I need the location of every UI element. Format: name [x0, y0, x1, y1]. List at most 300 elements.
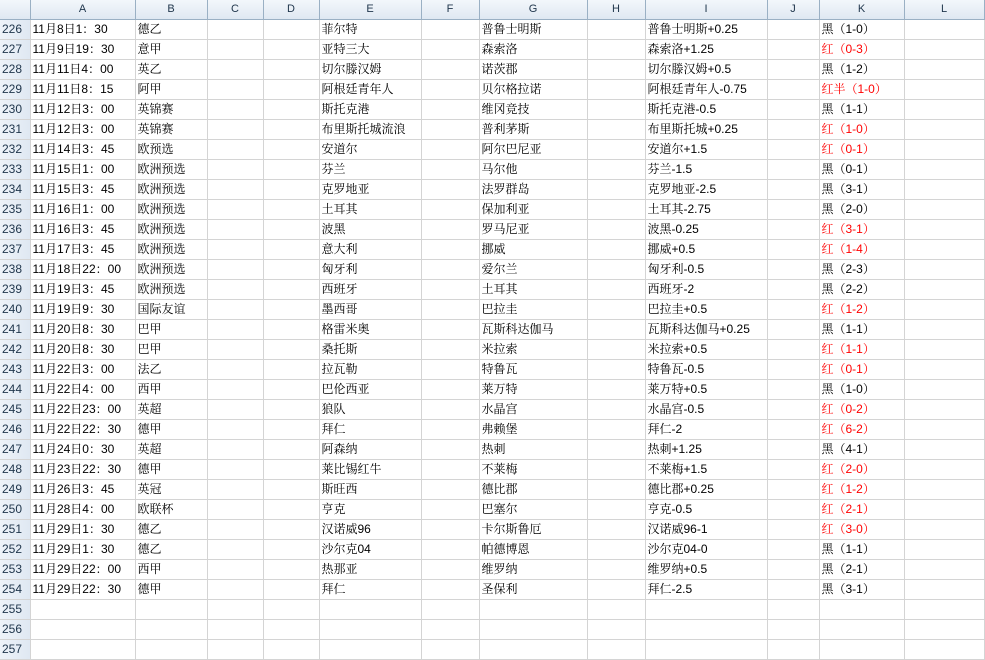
- cell-k256[interactable]: [819, 619, 904, 639]
- table-row[interactable]: [0, 499, 984, 519]
- cell-k247[interactable]: 黑（4-1）: [819, 439, 904, 459]
- cell-a243[interactable]: 11月22日3：00: [30, 359, 135, 379]
- cell-g257[interactable]: [479, 639, 587, 659]
- cell-b229[interactable]: 阿甲: [135, 79, 207, 99]
- cell-l238[interactable]: [904, 259, 984, 279]
- cell-g254[interactable]: 圣保利: [479, 579, 587, 599]
- cell-i234[interactable]: 克罗地亚-2.5: [645, 179, 767, 199]
- cell-j232[interactable]: [767, 139, 819, 159]
- cell-c245[interactable]: [207, 399, 263, 419]
- cell-j251[interactable]: [767, 519, 819, 539]
- column-header-d[interactable]: D: [263, 0, 319, 19]
- cell-l254[interactable]: [904, 579, 984, 599]
- cell-d248[interactable]: [263, 459, 319, 479]
- cell-h249[interactable]: [587, 479, 645, 499]
- row-header[interactable]: 238: [0, 259, 30, 279]
- cell-g234[interactable]: 法罗群岛: [479, 179, 587, 199]
- cell-a236[interactable]: 11月16日3：45: [30, 219, 135, 239]
- cell-l246[interactable]: [904, 419, 984, 439]
- cell-d250[interactable]: [263, 499, 319, 519]
- cell-j250[interactable]: [767, 499, 819, 519]
- cell-c230[interactable]: [207, 99, 263, 119]
- cell-j255[interactable]: [767, 599, 819, 619]
- cell-b237[interactable]: 欧洲预选: [135, 239, 207, 259]
- cell-l255[interactable]: [904, 599, 984, 619]
- row-header[interactable]: 245: [0, 399, 30, 419]
- cell-i229[interactable]: 阿根廷青年人-0.75: [645, 79, 767, 99]
- cell-j256[interactable]: [767, 619, 819, 639]
- cell-k234[interactable]: 黑（3-1）: [819, 179, 904, 199]
- cell-i228[interactable]: 切尔滕汉姆+0.5: [645, 59, 767, 79]
- cell-i231[interactable]: 布里斯托城+0.25: [645, 119, 767, 139]
- cell-h254[interactable]: [587, 579, 645, 599]
- cell-l231[interactable]: [904, 119, 984, 139]
- row-header[interactable]: 226: [0, 19, 30, 39]
- cell-a233[interactable]: 11月15日1：00: [30, 159, 135, 179]
- cell-i233[interactable]: 芬兰-1.5: [645, 159, 767, 179]
- column-header-e[interactable]: E: [319, 0, 421, 19]
- cell-i243[interactable]: 特鲁瓦-0.5: [645, 359, 767, 379]
- cell-c239[interactable]: [207, 279, 263, 299]
- cell-f255[interactable]: [421, 599, 479, 619]
- cell-b240[interactable]: 国际友谊: [135, 299, 207, 319]
- table-row[interactable]: [0, 239, 984, 259]
- cell-k253[interactable]: 黑（2-1）: [819, 559, 904, 579]
- cell-e236[interactable]: 波黑: [319, 219, 421, 239]
- cell-h226[interactable]: [587, 19, 645, 39]
- row-header[interactable]: 251: [0, 519, 30, 539]
- cell-l247[interactable]: [904, 439, 984, 459]
- cell-e238[interactable]: 匈牙利: [319, 259, 421, 279]
- column-header-b[interactable]: B: [135, 0, 207, 19]
- cell-d256[interactable]: [263, 619, 319, 639]
- cell-d251[interactable]: [263, 519, 319, 539]
- cell-c247[interactable]: [207, 439, 263, 459]
- cell-g244[interactable]: 莱万特: [479, 379, 587, 399]
- table-row[interactable]: [0, 419, 984, 439]
- column-header-g[interactable]: G: [479, 0, 587, 19]
- cell-k251[interactable]: 红（3-0）: [819, 519, 904, 539]
- cell-a250[interactable]: 11月28日4：00: [30, 499, 135, 519]
- cell-b241[interactable]: 巴甲: [135, 319, 207, 339]
- cell-i245[interactable]: 水晶宫-0.5: [645, 399, 767, 419]
- cell-l233[interactable]: [904, 159, 984, 179]
- table-row[interactable]: [0, 519, 984, 539]
- cell-l236[interactable]: [904, 219, 984, 239]
- cell-f229[interactable]: [421, 79, 479, 99]
- cell-l256[interactable]: [904, 619, 984, 639]
- cell-g231[interactable]: 普利茅斯: [479, 119, 587, 139]
- cell-g248[interactable]: 不莱梅: [479, 459, 587, 479]
- row-header[interactable]: 256: [0, 619, 30, 639]
- cell-j247[interactable]: [767, 439, 819, 459]
- table-row[interactable]: [0, 99, 984, 119]
- cell-j254[interactable]: [767, 579, 819, 599]
- cell-l226[interactable]: [904, 19, 984, 39]
- cell-a240[interactable]: 11月19日9：30: [30, 299, 135, 319]
- cell-e248[interactable]: 莱比锡红牛: [319, 459, 421, 479]
- cell-l252[interactable]: [904, 539, 984, 559]
- table-row[interactable]: [0, 299, 984, 319]
- table-row[interactable]: [0, 279, 984, 299]
- cell-k229[interactable]: 红半（1-0）: [819, 79, 904, 99]
- cell-a241[interactable]: 11月20日8：30: [30, 319, 135, 339]
- row-header[interactable]: 247: [0, 439, 30, 459]
- cell-h239[interactable]: [587, 279, 645, 299]
- cell-c252[interactable]: [207, 539, 263, 559]
- table-row[interactable]: [0, 359, 984, 379]
- cell-e237[interactable]: 意大利: [319, 239, 421, 259]
- cell-e240[interactable]: 墨西哥: [319, 299, 421, 319]
- cell-b244[interactable]: 西甲: [135, 379, 207, 399]
- table-row[interactable]: [0, 319, 984, 339]
- cell-h243[interactable]: [587, 359, 645, 379]
- cell-k231[interactable]: 红（1-0）: [819, 119, 904, 139]
- cell-e229[interactable]: 阿根廷青年人: [319, 79, 421, 99]
- row-header[interactable]: 240: [0, 299, 30, 319]
- cell-i232[interactable]: 安道尔+1.5: [645, 139, 767, 159]
- cell-b234[interactable]: 欧洲预选: [135, 179, 207, 199]
- cell-d246[interactable]: [263, 419, 319, 439]
- cell-i244[interactable]: 莱万特+0.5: [645, 379, 767, 399]
- cell-a254[interactable]: 11月29日22：30: [30, 579, 135, 599]
- cell-a246[interactable]: 11月22日22：30: [30, 419, 135, 439]
- table-row[interactable]: [0, 479, 984, 499]
- cell-f254[interactable]: [421, 579, 479, 599]
- cell-l239[interactable]: [904, 279, 984, 299]
- cell-g238[interactable]: 爱尔兰: [479, 259, 587, 279]
- cell-i250[interactable]: 亨克-0.5: [645, 499, 767, 519]
- cell-k239[interactable]: 黑（2-2）: [819, 279, 904, 299]
- cell-g246[interactable]: 弗赖堡: [479, 419, 587, 439]
- cell-e254[interactable]: 拜仁: [319, 579, 421, 599]
- cell-i242[interactable]: 米拉索+0.5: [645, 339, 767, 359]
- cell-l250[interactable]: [904, 499, 984, 519]
- cell-i256[interactable]: [645, 619, 767, 639]
- table-row[interactable]: [0, 599, 984, 619]
- cell-e244[interactable]: 巴伦西亚: [319, 379, 421, 399]
- cell-j237[interactable]: [767, 239, 819, 259]
- cell-f246[interactable]: [421, 419, 479, 439]
- cell-a251[interactable]: 11月29日1：30: [30, 519, 135, 539]
- cell-f237[interactable]: [421, 239, 479, 259]
- cell-g236[interactable]: 罗马尼亚: [479, 219, 587, 239]
- cell-k232[interactable]: 红（0-1）: [819, 139, 904, 159]
- cell-i254[interactable]: 拜仁-2.5: [645, 579, 767, 599]
- cell-j234[interactable]: [767, 179, 819, 199]
- table-row[interactable]: [0, 539, 984, 559]
- cell-k236[interactable]: 红（3-1）: [819, 219, 904, 239]
- column-header-h[interactable]: H: [587, 0, 645, 19]
- cell-k235[interactable]: 黑（2-0）: [819, 199, 904, 219]
- row-header[interactable]: 233: [0, 159, 30, 179]
- cell-k237[interactable]: 红（1-4）: [819, 239, 904, 259]
- cell-f245[interactable]: [421, 399, 479, 419]
- cell-h228[interactable]: [587, 59, 645, 79]
- cell-c254[interactable]: [207, 579, 263, 599]
- cell-h234[interactable]: [587, 179, 645, 199]
- cell-e234[interactable]: 克罗地亚: [319, 179, 421, 199]
- cell-k257[interactable]: [819, 639, 904, 659]
- cell-c244[interactable]: [207, 379, 263, 399]
- table-row[interactable]: [0, 39, 984, 59]
- cell-k228[interactable]: 黑（1-2）: [819, 59, 904, 79]
- cell-k230[interactable]: 黑（1-1）: [819, 99, 904, 119]
- cell-f227[interactable]: [421, 39, 479, 59]
- cell-a257[interactable]: [30, 639, 135, 659]
- column-header-f[interactable]: F: [421, 0, 479, 19]
- cell-f244[interactable]: [421, 379, 479, 399]
- row-header[interactable]: 234: [0, 179, 30, 199]
- cell-b248[interactable]: 德甲: [135, 459, 207, 479]
- table-row[interactable]: [0, 399, 984, 419]
- cell-c256[interactable]: [207, 619, 263, 639]
- cell-h231[interactable]: [587, 119, 645, 139]
- row-header[interactable]: 227: [0, 39, 30, 59]
- cell-f247[interactable]: [421, 439, 479, 459]
- cell-g250[interactable]: 巴塞尔: [479, 499, 587, 519]
- cell-k254[interactable]: 黑（3-1）: [819, 579, 904, 599]
- row-header[interactable]: 232: [0, 139, 30, 159]
- cell-k233[interactable]: 黑（0-1）: [819, 159, 904, 179]
- cell-e227[interactable]: 亚特三大: [319, 39, 421, 59]
- cell-i236[interactable]: 波黑-0.25: [645, 219, 767, 239]
- cell-b256[interactable]: [135, 619, 207, 639]
- row-header[interactable]: 254: [0, 579, 30, 599]
- cell-e245[interactable]: 狼队: [319, 399, 421, 419]
- cell-g241[interactable]: 瓦斯科达伽马: [479, 319, 587, 339]
- cell-g252[interactable]: 帕德博恩: [479, 539, 587, 559]
- cell-g237[interactable]: 挪威: [479, 239, 587, 259]
- cell-j231[interactable]: [767, 119, 819, 139]
- cell-a238[interactable]: 11月18日22：00: [30, 259, 135, 279]
- cell-f239[interactable]: [421, 279, 479, 299]
- cell-h233[interactable]: [587, 159, 645, 179]
- cell-f226[interactable]: [421, 19, 479, 39]
- cell-d228[interactable]: [263, 59, 319, 79]
- cell-l244[interactable]: [904, 379, 984, 399]
- cell-g253[interactable]: 维罗纳: [479, 559, 587, 579]
- cell-a232[interactable]: 11月14日3：45: [30, 139, 135, 159]
- cell-l242[interactable]: [904, 339, 984, 359]
- cell-f253[interactable]: [421, 559, 479, 579]
- cell-c250[interactable]: [207, 499, 263, 519]
- cell-l234[interactable]: [904, 179, 984, 199]
- cell-i246[interactable]: 拜仁-2: [645, 419, 767, 439]
- select-all-corner[interactable]: [0, 0, 30, 19]
- cell-j252[interactable]: [767, 539, 819, 559]
- cell-h229[interactable]: [587, 79, 645, 99]
- cell-a256[interactable]: [30, 619, 135, 639]
- row-header[interactable]: 244: [0, 379, 30, 399]
- cell-l230[interactable]: [904, 99, 984, 119]
- cell-h255[interactable]: [587, 599, 645, 619]
- column-header-j[interactable]: J: [767, 0, 819, 19]
- column-header-l[interactable]: L: [904, 0, 984, 19]
- column-header-k[interactable]: K: [819, 0, 904, 19]
- cell-e247[interactable]: 阿森纳: [319, 439, 421, 459]
- cell-d247[interactable]: [263, 439, 319, 459]
- cell-d253[interactable]: [263, 559, 319, 579]
- table-row[interactable]: [0, 639, 984, 659]
- cell-b246[interactable]: 德甲: [135, 419, 207, 439]
- cell-k245[interactable]: 红（0-2）: [819, 399, 904, 419]
- cell-i241[interactable]: 瓦斯科达伽马+0.25: [645, 319, 767, 339]
- cell-c242[interactable]: [207, 339, 263, 359]
- cell-i251[interactable]: 汉诺威96-1: [645, 519, 767, 539]
- cell-f228[interactable]: [421, 59, 479, 79]
- cell-d233[interactable]: [263, 159, 319, 179]
- cell-g249[interactable]: 德比郡: [479, 479, 587, 499]
- cell-d243[interactable]: [263, 359, 319, 379]
- cell-a252[interactable]: 11月29日1：30: [30, 539, 135, 559]
- cell-c228[interactable]: [207, 59, 263, 79]
- cell-d238[interactable]: [263, 259, 319, 279]
- cell-b243[interactable]: 法乙: [135, 359, 207, 379]
- cell-a253[interactable]: 11月29日22：00: [30, 559, 135, 579]
- cell-e253[interactable]: 热那亚: [319, 559, 421, 579]
- cell-e231[interactable]: 布里斯托城流浪: [319, 119, 421, 139]
- cell-c233[interactable]: [207, 159, 263, 179]
- cell-g229[interactable]: 贝尔格拉诺: [479, 79, 587, 99]
- cell-i252[interactable]: 沙尔克04-0: [645, 539, 767, 559]
- cell-j236[interactable]: [767, 219, 819, 239]
- table-row[interactable]: [0, 139, 984, 159]
- cell-g251[interactable]: 卡尔斯鲁厄: [479, 519, 587, 539]
- table-row[interactable]: [0, 459, 984, 479]
- table-row[interactable]: [0, 619, 984, 639]
- cell-k250[interactable]: 红（2-1）: [819, 499, 904, 519]
- cell-c240[interactable]: [207, 299, 263, 319]
- cell-b257[interactable]: [135, 639, 207, 659]
- cell-j229[interactable]: [767, 79, 819, 99]
- cell-i257[interactable]: [645, 639, 767, 659]
- table-row[interactable]: [0, 259, 984, 279]
- cell-g255[interactable]: [479, 599, 587, 619]
- cell-c231[interactable]: [207, 119, 263, 139]
- cell-f250[interactable]: [421, 499, 479, 519]
- cell-a228[interactable]: 11月11日4：00: [30, 59, 135, 79]
- cell-a249[interactable]: 11月26日3：45: [30, 479, 135, 499]
- cell-j238[interactable]: [767, 259, 819, 279]
- cell-b227[interactable]: 意甲: [135, 39, 207, 59]
- cell-e226[interactable]: 菲尔特: [319, 19, 421, 39]
- cell-d244[interactable]: [263, 379, 319, 399]
- cell-e241[interactable]: 格雷米奥: [319, 319, 421, 339]
- cell-f243[interactable]: [421, 359, 479, 379]
- table-row[interactable]: [0, 59, 984, 79]
- cell-d255[interactable]: [263, 599, 319, 619]
- cell-c237[interactable]: [207, 239, 263, 259]
- cell-g232[interactable]: 阿尔巴尼亚: [479, 139, 587, 159]
- cell-f248[interactable]: [421, 459, 479, 479]
- row-header[interactable]: 246: [0, 419, 30, 439]
- cell-g245[interactable]: 水晶宫: [479, 399, 587, 419]
- cell-l228[interactable]: [904, 59, 984, 79]
- table-row[interactable]: [0, 379, 984, 399]
- cell-j227[interactable]: [767, 39, 819, 59]
- row-header[interactable]: 229: [0, 79, 30, 99]
- cell-b250[interactable]: 欧联杯: [135, 499, 207, 519]
- cell-e232[interactable]: 安道尔: [319, 139, 421, 159]
- cell-b247[interactable]: 英超: [135, 439, 207, 459]
- row-header[interactable]: 255: [0, 599, 30, 619]
- cell-h236[interactable]: [587, 219, 645, 239]
- cell-h227[interactable]: [587, 39, 645, 59]
- cell-g240[interactable]: 巴拉圭: [479, 299, 587, 319]
- cell-c251[interactable]: [207, 519, 263, 539]
- cell-e239[interactable]: 西班牙: [319, 279, 421, 299]
- cell-j228[interactable]: [767, 59, 819, 79]
- cell-j233[interactable]: [767, 159, 819, 179]
- cell-j253[interactable]: [767, 559, 819, 579]
- table-row[interactable]: [0, 559, 984, 579]
- row-header[interactable]: 239: [0, 279, 30, 299]
- cell-b231[interactable]: 英锦赛: [135, 119, 207, 139]
- cell-i240[interactable]: 巴拉圭+0.5: [645, 299, 767, 319]
- cell-d245[interactable]: [263, 399, 319, 419]
- table-row[interactable]: [0, 159, 984, 179]
- column-header-i[interactable]: I: [645, 0, 767, 19]
- cell-c227[interactable]: [207, 39, 263, 59]
- cell-g243[interactable]: 特鲁瓦: [479, 359, 587, 379]
- cell-d252[interactable]: [263, 539, 319, 559]
- cell-g242[interactable]: 米拉索: [479, 339, 587, 359]
- row-header[interactable]: 250: [0, 499, 30, 519]
- cell-d236[interactable]: [263, 219, 319, 239]
- cell-c248[interactable]: [207, 459, 263, 479]
- cell-i253[interactable]: 维罗纳+0.5: [645, 559, 767, 579]
- cell-k226[interactable]: 黑（1-0）: [819, 19, 904, 39]
- cell-d249[interactable]: [263, 479, 319, 499]
- cell-b249[interactable]: 英冠: [135, 479, 207, 499]
- table-row[interactable]: [0, 179, 984, 199]
- cell-b238[interactable]: 欧洲预选: [135, 259, 207, 279]
- cell-j257[interactable]: [767, 639, 819, 659]
- cell-h235[interactable]: [587, 199, 645, 219]
- cell-j235[interactable]: [767, 199, 819, 219]
- row-header[interactable]: 235: [0, 199, 30, 219]
- cell-c235[interactable]: [207, 199, 263, 219]
- cell-f252[interactable]: [421, 539, 479, 559]
- cell-f249[interactable]: [421, 479, 479, 499]
- cell-f236[interactable]: [421, 219, 479, 239]
- cell-a242[interactable]: 11月20日8：30: [30, 339, 135, 359]
- cell-j241[interactable]: [767, 319, 819, 339]
- cell-a227[interactable]: 11月9日19：30: [30, 39, 135, 59]
- cell-d230[interactable]: [263, 99, 319, 119]
- cell-c226[interactable]: [207, 19, 263, 39]
- cell-b252[interactable]: 德乙: [135, 539, 207, 559]
- cell-c257[interactable]: [207, 639, 263, 659]
- cell-b226[interactable]: 德乙: [135, 19, 207, 39]
- table-row[interactable]: [0, 439, 984, 459]
- cell-j240[interactable]: [767, 299, 819, 319]
- cell-h238[interactable]: [587, 259, 645, 279]
- cell-e243[interactable]: 拉瓦勒: [319, 359, 421, 379]
- cell-h257[interactable]: [587, 639, 645, 659]
- cell-h245[interactable]: [587, 399, 645, 419]
- cell-h246[interactable]: [587, 419, 645, 439]
- cell-e252[interactable]: 沙尔克04: [319, 539, 421, 559]
- cell-l227[interactable]: [904, 39, 984, 59]
- cell-e233[interactable]: 芬兰: [319, 159, 421, 179]
- row-header[interactable]: 237: [0, 239, 30, 259]
- cell-d226[interactable]: [263, 19, 319, 39]
- cell-a231[interactable]: 11月12日3：00: [30, 119, 135, 139]
- cell-j244[interactable]: [767, 379, 819, 399]
- cell-a247[interactable]: 11月24日0：30: [30, 439, 135, 459]
